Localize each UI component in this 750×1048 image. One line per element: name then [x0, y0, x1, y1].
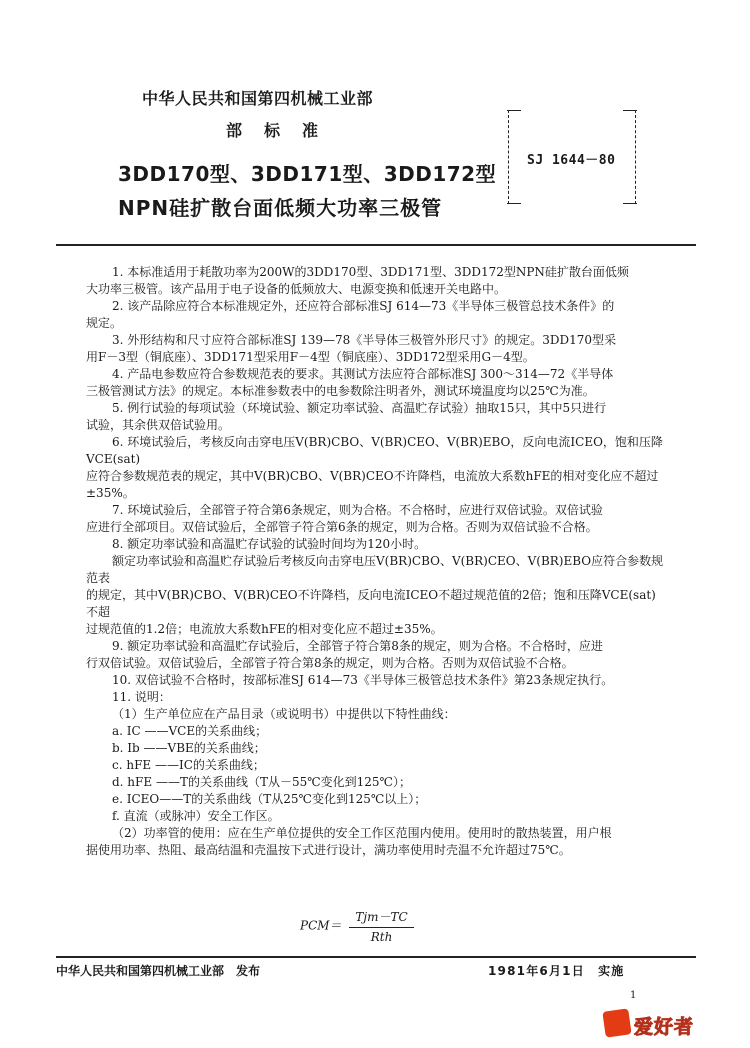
clause-1-line-1: 1. 本标准适用于耗散功率为200W的3DD170型、3DD171型、3DD172型NPN硅扩散台面低频 [112, 265, 629, 279]
title-description: NPN硅扩散台面低频大功率三极管 [118, 196, 443, 220]
watermark-logo [604, 1008, 730, 1038]
curve-item-d: d. hFE ——T的关系曲线（T从－55℃变化到125℃）； [112, 775, 411, 789]
clause-8-line-3: 的规定，其中V(BR)CBO、V(BR)CEO不许降档，反向电流ICEO不超过规范值的2倍；饱和压降VCE(sat)不超 [86, 588, 656, 619]
clause-6-line-1: 6. 环境试验后，考核反向击穿电压V(BR)CBO、V(BR)CEO、V(BR)EBO，反向电流ICEO，饱和压降VCE(sat) [86, 435, 663, 466]
formula-lhs: PCM＝ [300, 918, 342, 933]
issuing-ministry: 中华人民共和国第四机械工业部 [142, 89, 374, 108]
power-formula [300, 908, 414, 944]
note-1: （1）生产单位应在产品目录（或说明书）中提供以下特性曲线： [112, 707, 456, 721]
clause-8-line-4: 过规范值的1.2倍；电流放大系数hFE的相对变化应不超过±35%。 [86, 622, 443, 636]
clause-3-line-2: 用F－3型（铜底座）、3DD171型采用F－4型（铜底座）、3DD172型采用G－4型。 [86, 350, 535, 364]
clause-9-line-2: 行双倍试验。双倍试验后，全部管子符合第8条的规定，则为合格。否则为双倍试验不合格。 [86, 656, 574, 670]
formula-denominator: Rth [370, 930, 393, 944]
clause-5-line-2: 试验，其余供双倍试验用。 [86, 418, 231, 432]
title-models: 3DD170型、3DD171型、3DD172型 [118, 162, 497, 186]
watermark-stamp-icon [602, 1008, 631, 1037]
clause-7-line-1: 7. 环境试验后，全部管子符合第6条规定，则为合格。不合格时，应进行双倍试验。双倍试验 [112, 503, 603, 517]
footer-effective-date: 1981年6月1日 实施 [488, 964, 625, 978]
curve-item-c: c. hFE ——IC的关系曲线； [112, 758, 265, 772]
header-divider [56, 244, 696, 246]
footer-divider [56, 956, 696, 958]
clause-5-line-1: 5. 例行试验的每项试验（环境试验、额定功率试验、高温贮存试验）抽取15只，其中5只进行 [112, 401, 607, 415]
note-2-line-1: （2）功率管的使用：应在生产单位提供的安全工作区范围内使用。使用时的散热装置，用户根 [112, 826, 612, 840]
clause-6-line-3: ±35%。 [86, 486, 135, 500]
curve-item-e: e. ICEO——T的关系曲线（T从25℃变化到125℃以上）； [112, 792, 427, 806]
curve-item-a: a. IC ——VCE的关系曲线； [112, 724, 268, 738]
formula-numerator: Tjm－TC [349, 908, 413, 928]
clause-8-line-2: 额定功率试验和高温贮存试验后考核反向击穿电压V(BR)CBO、V(BR)CEO、V(BR)EBO应符合参数规范表 [86, 554, 664, 585]
clause-4-line-2: 三极管测试方法》的规定。本标准参数表中的电参数除注明者外，测试环境温度均以25℃为准。 [86, 384, 595, 398]
clause-1-line-2: 大功率三极管。该产品用于电子设备的低频放大、电源变换和低速开关电路中。 [86, 282, 507, 296]
clause-11-heading: 11. 说明： [112, 690, 171, 704]
clause-7-line-2: 应进行全部项目。双倍试验后，全部管子符合第6条的规定，则为合格。否则为双倍试验不合格。 [86, 520, 598, 534]
curve-item-b: b. Ib ——VBE的关系曲线； [112, 741, 266, 755]
clause-10: 10. 双倍试验不合格时，按部标准SJ 614—73《半导体三极管总技术条件》第23条规定执行。 [112, 673, 614, 687]
clause-8-line-1: 8. 额定功率试验和高温贮存试验的试验时间均为120小时。 [112, 537, 427, 551]
watermark-text: 爱好者 [634, 1016, 695, 1038]
clause-4-line-1: 4. 产品电参数应符合参数规范表的要求。其测试方法应符合部标准SJ 300～314—72《半导体 [112, 367, 614, 381]
footer-publisher: 中华人民共和国第四机械工业部 发布 [56, 964, 261, 978]
clause-9-line-1: 9. 额定功率试验和高温贮存试验后，全部管子符合第8条的规定，则为合格。不合格时，应进 [112, 639, 603, 653]
clause-2-line-1: 2. 该产品除应符合本标准规定外，还应符合部标准SJ 614—73《半导体三极管总技术条件》的 [112, 299, 615, 313]
document-body [86, 264, 666, 859]
standard-type: 部标准 [226, 121, 341, 140]
clause-3-line-1: 3. 外形结构和尺寸应符合部标准SJ 139—78《半导体三极管外形尺寸》的规定。3DD170型采 [112, 333, 617, 347]
note-2-line-2: 据使用功率、热阻、最高结温和壳温按下式进行设计，满功率使用时壳温不允许超过75℃。 [86, 843, 571, 857]
curve-item-f: f. 直流（或脉冲）安全工作区。 [112, 809, 280, 823]
clause-2-line-2: 规定。 [86, 316, 123, 330]
standard-code: SJ 1644－80 [527, 153, 616, 168]
clause-6-line-2: 应符合参数规范表的规定，其中V(BR)CBO、V(BR)CEO不许降档，电流放大系数hFE的相对变化应不超过 [86, 469, 659, 483]
page-number: 1 [630, 990, 637, 1001]
formula-fraction [349, 908, 413, 944]
